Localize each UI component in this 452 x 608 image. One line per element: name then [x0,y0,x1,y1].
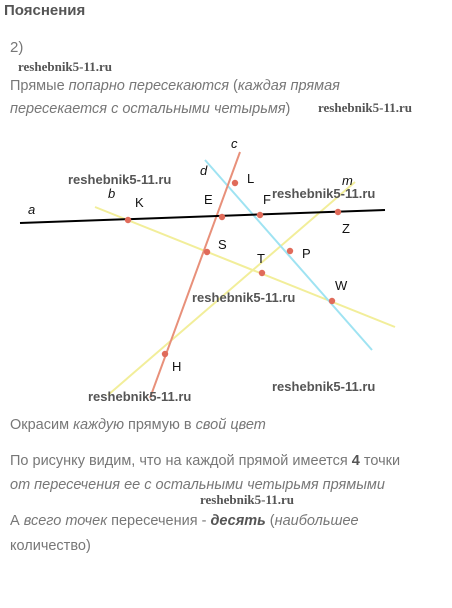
lines-figure [0,130,452,410]
label-point-K: K [135,195,144,210]
point-T [259,270,265,276]
line-a [20,210,385,223]
point-K [125,217,131,223]
paragraph-3-line-2: от пересечения ее с остальными четырьмя прямыми [10,477,385,493]
label-point-L: L [247,171,255,186]
label-point-Z: Z [342,221,350,236]
label-point-E: E [204,192,213,207]
label-line-a: a [28,202,36,217]
point-E [219,214,225,220]
watermark: reshebnik5-11.ru [88,389,192,404]
label-point-T: T [257,251,265,266]
point-F [257,212,263,218]
watermark: reshebnik5-11.ru [318,100,413,115]
paragraph-3-line-1: По рисунку видим, что на каждой прямой имеется 4 точки [10,453,401,469]
label-point-W: W [335,278,348,293]
label-point-H: H [172,359,182,374]
paragraph-1-line-2: пересекается с остальными четырьмя) [10,101,291,117]
label-point-S: S [218,237,227,252]
paragraph-1-line-1: Прямые попарно пересекаются (каждая прямая [10,78,340,94]
point-L [232,180,238,186]
paragraph-2: Окрасим каждую прямую в свой цвет [10,417,266,433]
line-b [95,207,395,327]
point-H [162,351,168,357]
label-point-P: P [302,246,311,261]
watermark: reshebnik5-11.ru [68,172,172,187]
task-number: 2) [10,39,24,56]
paragraph-4-line-1: А всего точек пересечения - десять (наибольшее [10,513,359,529]
line-c [150,152,240,398]
watermark: reshebnik5-11.ru [18,59,113,74]
label-line-d: d [200,163,208,178]
label-line-b: b [108,186,116,201]
paragraph-4-line-2: количество) [10,538,91,554]
watermark: reshebnik5-11.ru [200,492,295,507]
point-W [329,298,335,304]
watermark: reshebnik5-11.ru [272,379,376,394]
point-Z [335,209,341,215]
label-line-m: m [342,173,353,188]
page-heading: Пояснения [4,2,86,19]
point-S [204,249,210,255]
watermark: reshebnik5-11.ru [192,290,296,305]
label-line-c: c [231,136,238,151]
point-P [287,248,293,254]
label-point-F: F [263,192,271,207]
watermark: reshebnik5-11.ru [272,186,376,201]
